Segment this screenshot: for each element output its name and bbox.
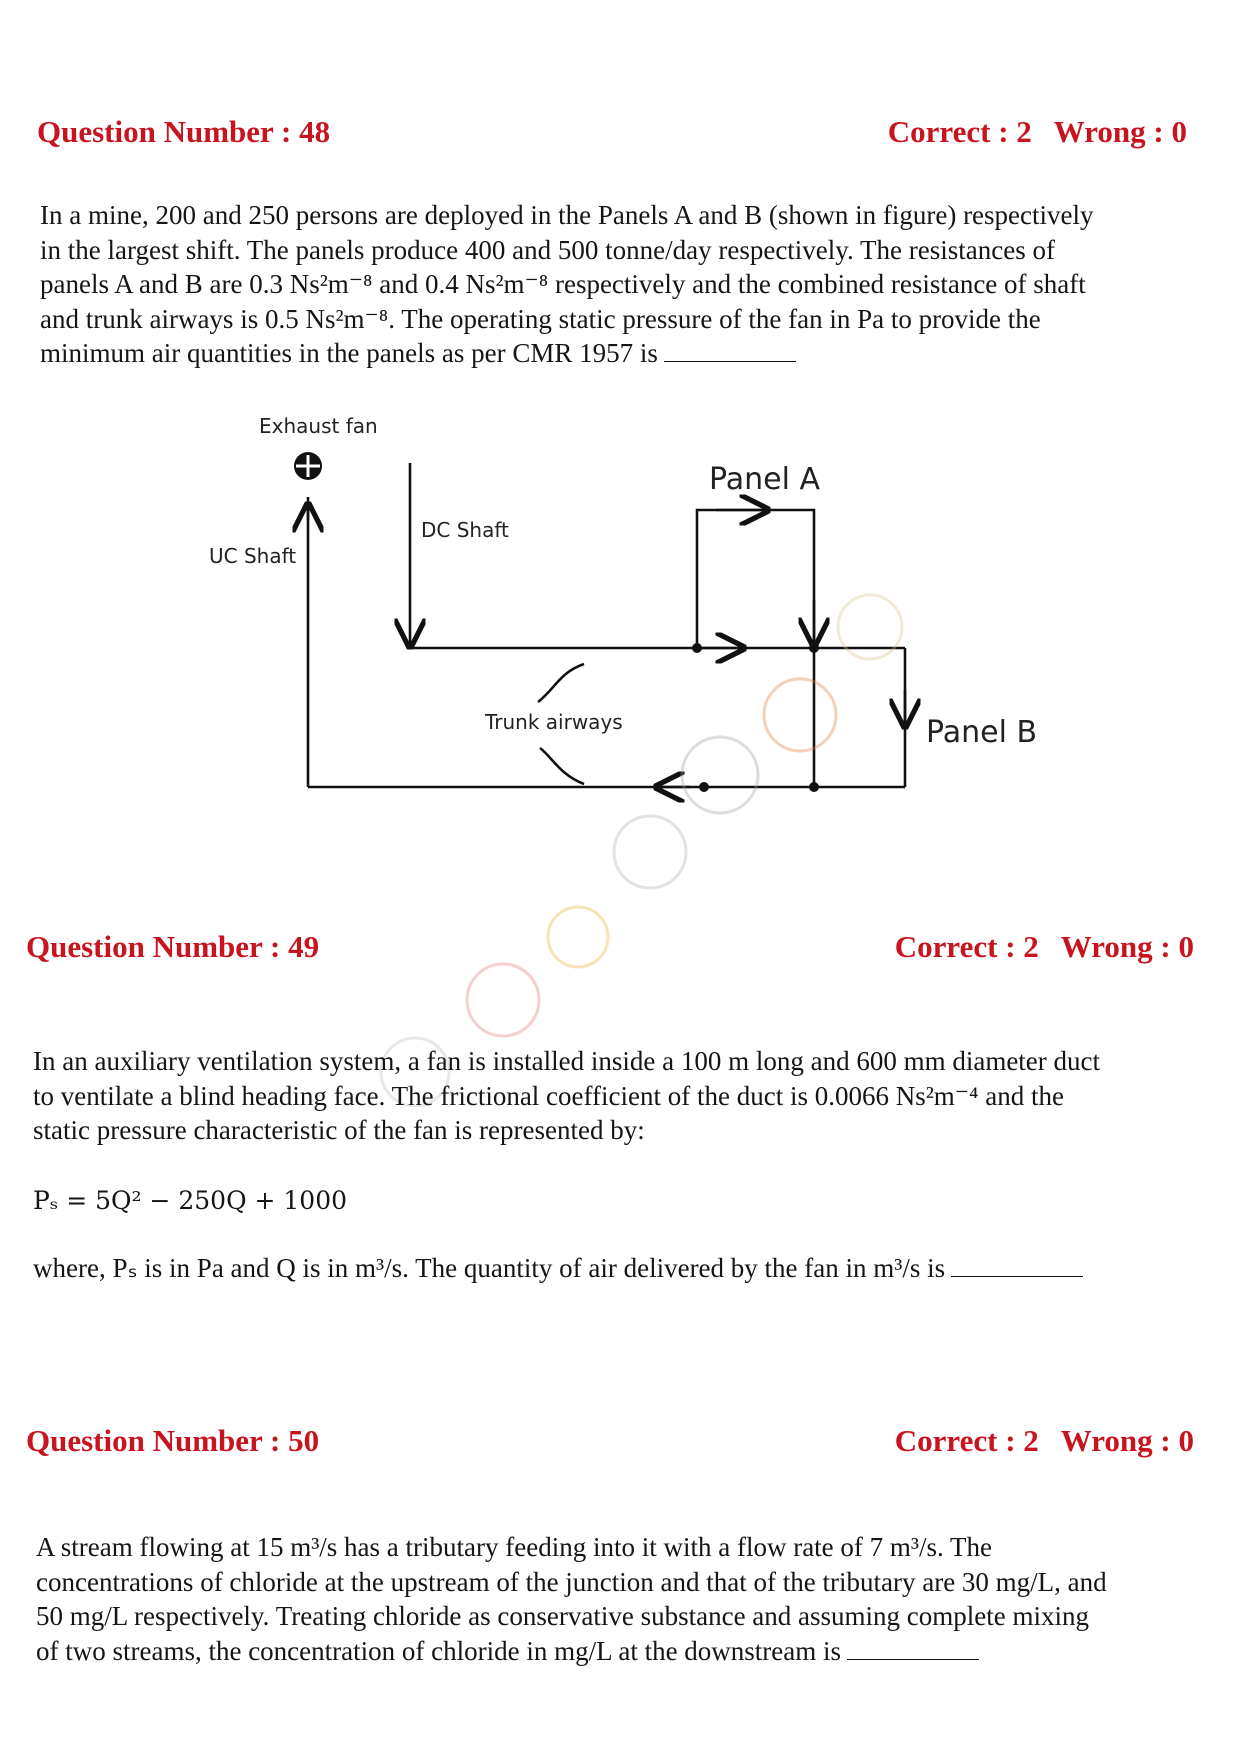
dc-shaft-label: DC Shaft [421,518,509,542]
exhaust-fan-label: Exhaust fan [259,414,378,438]
wrong-count: Wrong : 0 [1060,1423,1194,1458]
wrong-count: Wrong : 0 [1053,114,1187,149]
text-line: to ventilate a blind heading face. The frictional coefficient of the duct is 0.0066 Ns²m⁻⁴ and the [33,1080,1064,1111]
text-line: static pressure characteristic of the fan is represented by: [33,1115,645,1145]
exhaust-fan-icon [294,452,322,480]
panel-a-label: Panel A [709,462,820,497]
question-49-text [33,1044,1100,1148]
text-line: 50 mg/L respectively. Treating chloride as conservative substance and assuming complete mixing [36,1601,1089,1631]
panel-b-label: Panel B [926,715,1038,750]
answer-blank [951,1254,1083,1277]
question-49-where [33,1251,1083,1286]
correct-count: Correct : 2 [894,1423,1039,1458]
text-line: of two streams, the concentration of chloride in mg/L at the downstream is [36,1634,1107,1669]
fan-equation: Pₛ = 5Q² − 250Q + 1000 [33,1186,348,1215]
text-line: in the largest shift. The panels produce 400 and 500 tonne/day respectively. The resistances of [40,234,1055,265]
text-line: A stream flowing at 15 m³/s has a tributary feeding into it with a flow rate of 7 m³/s. The [36,1532,992,1562]
wrong-count: Wrong : 0 [1060,929,1194,964]
question-50-text [36,1530,1107,1668]
text-line: panels A and B are 0.3 Ns²m⁻⁸ and 0.4 Ns²m⁻⁸ respectively and the combined resistance of shaft [40,269,1086,299]
text-line: where, Pₛ is in Pa and Q is in m³/s. The quantity of air delivered by the fan in m³/s is [33,1251,1083,1286]
answer-blank [664,339,796,362]
text-line: and trunk airways is 0.5 Ns²m⁻⁸. The operating static pressure of the fan in Pa to provide the [40,303,1041,334]
correct-count: Correct : 2 [894,929,1039,964]
text-line: In a mine, 200 and 250 persons are deployed in the Panels A and B (shown in figure) respectively [40,200,1094,230]
text-line: minimum air quantities in the panels as per CMR 1957 is [40,336,1094,371]
question-48-score [888,114,1187,150]
question-50-score [895,1423,1194,1459]
trunk-airways-label: Trunk airways [485,710,623,734]
question-48-text [40,198,1094,371]
answer-blank [847,1637,979,1660]
correct-count: Correct : 2 [887,114,1032,149]
text-line: In an auxiliary ventilation system, a fan is installed inside a 100 m long and 600 mm diameter duct [33,1046,1101,1076]
question-50-header: Question Number : 50 [26,1423,320,1458]
text-line: concentrations of chloride at the upstream of the junction and that of the tributary are 30 mg/L, and [36,1566,1107,1597]
question-49-score [895,929,1194,965]
question-49-header: Question Number : 49 [26,929,320,964]
uc-shaft-label: UC Shaft [209,544,297,568]
question-48-header: Question Number : 48 [37,114,331,149]
